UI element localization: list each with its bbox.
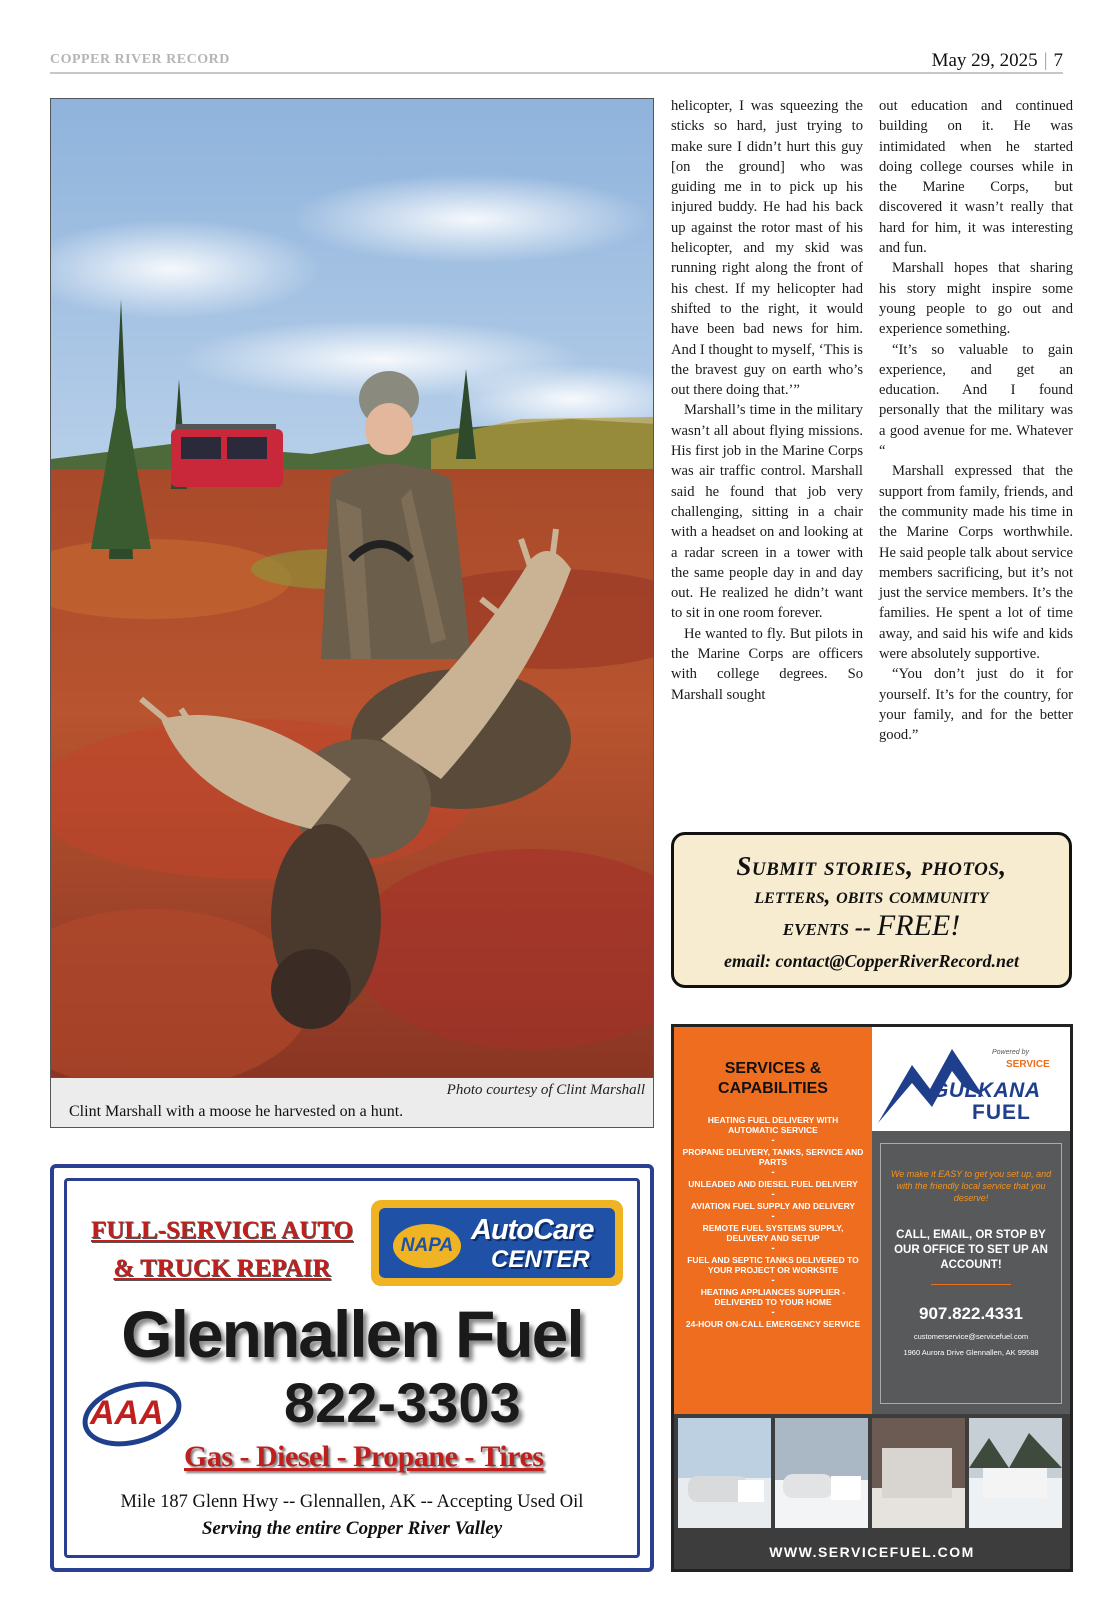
- article-column-1: [671, 96, 863, 705]
- service-dash: -: [771, 1167, 775, 1178]
- service-fuel-url: WWW.SERVICEFUEL.COM: [674, 1536, 1070, 1569]
- service-dash: -: [771, 1275, 775, 1286]
- napa-autocare-logo: [371, 1200, 623, 1286]
- submit-events: events --: [782, 915, 871, 941]
- service-dash: -: [771, 1243, 775, 1254]
- contact-box: [880, 1143, 1062, 1404]
- article-paragraph: Marshall’s time in the military wasn’t all about flying missions. His first job in the Marine Corps was air traffic control. Marshall said he found that job very challenging, sitting in a chair with a headset on and looking at a radar screen in a tower with the same people day in and day out. He realized he didn’t want to sit in one room forever.: [671, 402, 863, 622]
- service-email: customerservice@servicefuel.com: [913, 1332, 1029, 1341]
- service-dash: -: [771, 1211, 775, 1222]
- truck-photo: [775, 1418, 868, 1528]
- issue-date: May 29, 2025: [931, 50, 1038, 71]
- submit-free: FREE!: [876, 909, 961, 942]
- glennallen-fuel-ad: [50, 1164, 654, 1572]
- service-dash: -: [771, 1189, 775, 1200]
- service-item: REMOTE FUEL SYSTEMS SUPPLY, DELIVERY AND SETUP: [702, 1223, 844, 1243]
- page-number: 7: [1053, 50, 1063, 71]
- photo-caption-box: [50, 1078, 654, 1128]
- gulkana-fuel-ad: [671, 1024, 1073, 1572]
- full-service-line-1: FULL-SERVICE AUTO: [91, 1217, 353, 1244]
- gulkana-brand: GULKANA: [932, 1079, 1041, 1102]
- fuel-brand: FUEL: [972, 1101, 1031, 1124]
- aaa-logo-text: AAA: [90, 1394, 164, 1432]
- contact-panel: [872, 1131, 1070, 1414]
- glennallen-phone: 822-3303: [284, 1371, 521, 1434]
- truck-photos-strip: [674, 1414, 1070, 1536]
- service-item: 24-HOUR ON-CALL EMERGENCY SERVICE: [685, 1319, 861, 1329]
- photo-credit: Photo courtesy of Clint Marshall: [446, 1082, 645, 1098]
- call-to-action: CALL, EMAIL, OR STOP BY OUR OFFICE TO SET UP AN ACCOUNT!: [894, 1229, 1048, 1271]
- products-line: Gas - Diesel - Propane - Tires: [184, 1440, 544, 1473]
- full-service-heading: [82, 1212, 362, 1288]
- article-paragraph: Marshall hopes that sharing his story might inspire some young people to go out and experience something.: [879, 260, 1073, 338]
- service-item: UNLEADED AND DIESEL FUEL DELIVERY: [688, 1179, 858, 1189]
- submit-stories-box: [671, 832, 1072, 988]
- submit-email: email: contact@CopperRiverRecord.net: [724, 951, 1019, 971]
- article-paragraph: “You don’t just do it for yourself. It’s for the country, for your family, and for the better good.”: [879, 666, 1073, 744]
- photo-illustration: [51, 99, 654, 1078]
- aaa-logo: [80, 1378, 190, 1452]
- full-service-line-2: & TRUCK REPAIR: [113, 1255, 331, 1282]
- gulkana-logo-area: [872, 1027, 1070, 1131]
- service-item: FUEL AND SEPTIC TANKS DELIVERED TO YOUR PROJECT OR WORKSITE: [687, 1255, 859, 1275]
- service-tagline: We make it EASY to get you set up, and with the friendly local service that you deserve!: [890, 1169, 1052, 1203]
- services-panel: [674, 1027, 872, 1414]
- contact-divider: [931, 1284, 1011, 1285]
- services-list: [674, 1115, 872, 1329]
- service-dash: -: [771, 1135, 775, 1146]
- truck-photo: [678, 1418, 771, 1528]
- service-item: PROPANE DELIVERY, TANKS, SERVICE AND PARTS: [682, 1147, 864, 1167]
- masthead: COPPER RIVER RECORD: [50, 52, 230, 67]
- service-dash: -: [771, 1307, 775, 1318]
- submit-line-1: Submit stories, photos,: [736, 851, 1007, 881]
- moose-hunt-photo: [50, 98, 654, 1078]
- center-text: CENTER: [491, 1246, 590, 1273]
- service-item: AVIATION FUEL SUPPLY AND DELIVERY: [690, 1201, 856, 1211]
- glennallen-fuel-name: Glennallen Fuel: [121, 1297, 583, 1371]
- autocare-text: AutoCare: [471, 1214, 594, 1246]
- submit-line-3: [674, 909, 1069, 943]
- submit-line-2: letters, obits community: [754, 883, 989, 908]
- article-paragraph: He wanted to fly. But pilots in the Marine Corps are officers with college degrees. So Marshall sought: [671, 625, 863, 703]
- article-paragraph: “It’s so valuable to gain experience, and get an education. And I found personally that the military was a good avenue for me. Whatever “: [879, 341, 1073, 460]
- service-address: 1960 Aurora Drive Glennallen, AK 99588: [903, 1348, 1039, 1357]
- dateline-separator: |: [1043, 50, 1048, 71]
- article-column-2: [879, 96, 1073, 746]
- service-logo: SERVICE: [1006, 1059, 1050, 1070]
- services-heading: SERVICES & CAPABILITIES: [718, 1060, 828, 1097]
- truck-photo: [969, 1418, 1062, 1528]
- photo-caption: Clint Marshall with a moose he harvested on a hunt.: [69, 1103, 404, 1120]
- dateline: [932, 50, 1063, 72]
- service-item: HEATING FUEL DELIVERY WITH AUTOMATIC SERVICE: [707, 1115, 839, 1135]
- article-paragraph: out education and continued building on it. He was intimidated when he started doing college courses while in the Marine Corps, but discovered it wasn’t really that hard for him, it was interesting and fun.: [879, 98, 1073, 257]
- truck-photo: [872, 1418, 965, 1528]
- powered-by-label: Powered by: [992, 1049, 1029, 1056]
- napa-badge: NAPA: [393, 1224, 461, 1268]
- service-item: HEATING APPLIANCES SUPPLIER - DELIVERED TO YOUR HOME: [700, 1287, 846, 1307]
- serving-line: Serving the entire Copper River Valley: [201, 1518, 503, 1539]
- header-rule: [50, 72, 1063, 74]
- article-paragraph: Marshall expressed that the support from family, friends, and the community made his time in the Marine Corps worthwhile. He said people talk about service members sacrificing, but it’s not just the service members. It’s the families. He spent a lot of time away, and said his wife and kids were absolutely supportive.: [879, 463, 1073, 663]
- article-paragraph: helicopter, I was squeezing the sticks so hard, just trying to make sure I didn’t hurt this guy [on the ground] who was guiding me in to pick up his injured buddy. He had his back up against the rotor mast of his helicopter, and my skid was running right along the front of his chest. If my helicopter had shifted to the right, it would have been bad news for him. And I thought to myself, ‘This is the bravest guy on earth who’s out there doing that.’”: [671, 98, 863, 399]
- napa-logo-panel: [379, 1208, 615, 1278]
- service-phone: 907.822.4331: [919, 1304, 1023, 1323]
- glennallen-address: Mile 187 Glenn Hwy -- Glennallen, AK -- Accepting Used Oil: [120, 1492, 584, 1512]
